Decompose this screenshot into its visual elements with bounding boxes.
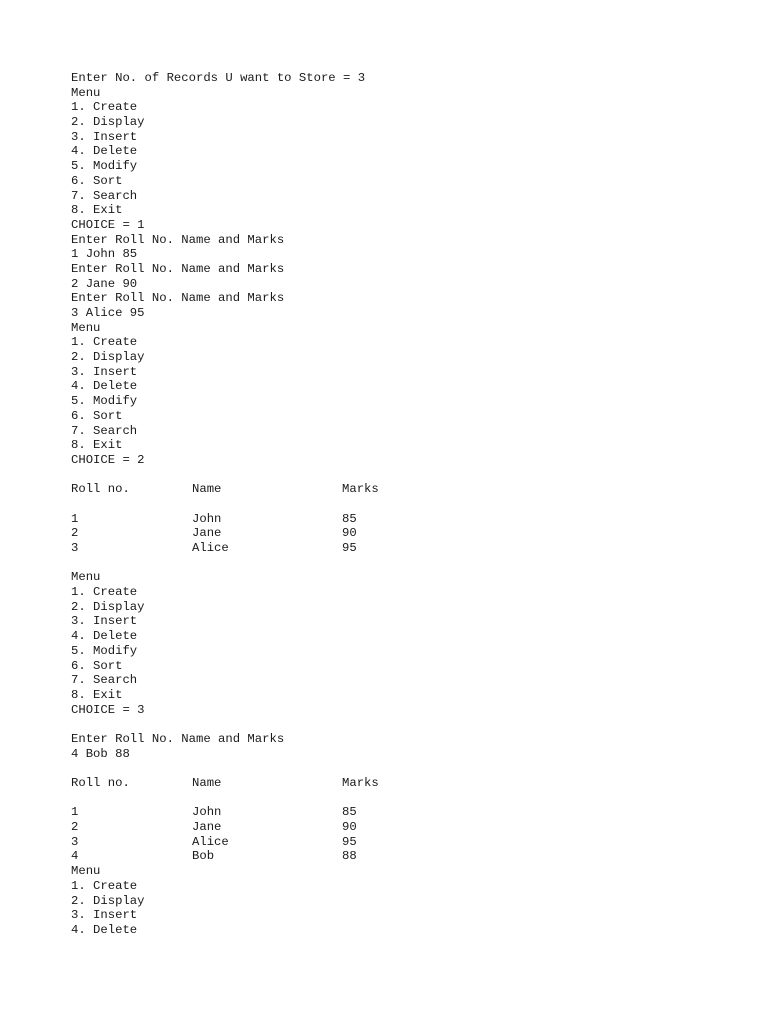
table-cell: Jane: [192, 526, 222, 541]
table-cell: Alice: [192, 541, 229, 555]
console-line: Menu: [71, 570, 101, 585]
table-header-cell: Name: [192, 776, 222, 790]
console-line: CHOICE = 3: [71, 702, 145, 717]
table-header-cell: Roll no.: [71, 482, 130, 497]
table-cell: 1: [71, 511, 79, 526]
console-line: Enter Roll No. Name and Marks: [71, 291, 285, 306]
table-row: [71, 820, 731, 835]
table-cell: Jane: [192, 820, 222, 835]
blank-line: [71, 468, 731, 483]
console-line: 1. Create: [71, 100, 138, 115]
table-header-cell: Marks: [342, 482, 379, 497]
console-line: 4. Delete: [71, 144, 138, 159]
console-line: 5. Modify: [71, 394, 138, 409]
table-cell: 3: [71, 834, 79, 849]
console-line: 8. Exit: [71, 203, 123, 218]
console-line: 3. Insert: [71, 614, 138, 629]
console-line: 3. Insert: [71, 908, 138, 923]
console-line: 6. Sort: [71, 658, 123, 673]
table-cell: 1: [71, 805, 79, 820]
console-line: Menu: [71, 320, 101, 335]
table-header-cell: Marks: [342, 776, 379, 790]
table-header-row: [71, 482, 731, 497]
table-row: [71, 835, 731, 850]
table-cell: John: [192, 805, 222, 820]
table-cell: Alice: [192, 834, 229, 849]
console-line: 3. Insert: [71, 364, 138, 379]
table-cell: 95: [342, 541, 357, 555]
table-header-cell: Name: [192, 482, 222, 497]
console-line: 1 John 85: [71, 247, 138, 262]
table-cell: 3: [71, 541, 79, 555]
blank-line: [71, 556, 731, 571]
table-header-row: [71, 776, 731, 791]
table-row: [71, 512, 731, 527]
console-line: Menu: [71, 85, 101, 100]
table-cell: 90: [342, 526, 357, 541]
table-cell: 88: [342, 849, 357, 864]
console-line: 7. Search: [71, 673, 138, 688]
console-line: 4 Bob 88: [71, 746, 130, 761]
console-line: 2. Display: [71, 893, 145, 908]
table-cell: 85: [342, 511, 357, 526]
console-line: 6. Sort: [71, 173, 123, 188]
console-line: 2. Display: [71, 599, 145, 614]
table-cell: 4: [71, 849, 79, 864]
console-line: 6. Sort: [71, 408, 123, 423]
console-line: Menu: [71, 864, 101, 879]
console-line: 8. Exit: [71, 687, 123, 702]
console-line: Enter Roll No. Name and Marks: [71, 261, 285, 276]
blank-line: [71, 717, 731, 732]
console-line: 1. Create: [71, 878, 138, 893]
table-row: [71, 526, 731, 541]
console-line: Enter Roll No. Name and Marks: [71, 731, 285, 746]
console-line: 3 Alice 95: [71, 306, 145, 320]
table-cell: 95: [342, 834, 357, 849]
console-line: CHOICE = 2: [71, 452, 145, 467]
console-output: [71, 71, 731, 938]
table-row: [71, 541, 731, 556]
console-line: 3. Insert: [71, 129, 138, 144]
console-line: 5. Modify: [71, 643, 138, 658]
console-line: 8. Exit: [71, 438, 123, 453]
console-line: Enter No. of Records U want to Store = 3: [71, 71, 366, 85]
console-line: 4. Delete: [71, 922, 138, 937]
blank-line: [71, 497, 731, 512]
console-line: 1. Create: [71, 585, 138, 600]
table-row: [71, 849, 731, 864]
table-row: [71, 805, 731, 820]
table-cell: 2: [71, 820, 79, 835]
console-line: CHOICE = 1: [71, 217, 145, 232]
table-cell: Bob: [192, 849, 215, 864]
console-line: 2. Display: [71, 115, 145, 130]
console-line: 1. Create: [71, 335, 138, 350]
blank-line: [71, 761, 731, 776]
console-line: 7. Search: [71, 423, 138, 438]
table-cell: John: [192, 511, 222, 526]
table-cell: 90: [342, 820, 357, 835]
table-header-cell: Roll no.: [71, 776, 130, 790]
blank-line: [71, 791, 731, 806]
console-line: 7. Search: [71, 188, 138, 203]
console-line: 2. Display: [71, 350, 145, 365]
table-cell: 2: [71, 526, 79, 541]
table-cell: 85: [342, 805, 357, 820]
console-line: 5. Modify: [71, 159, 138, 174]
console-line: Enter Roll No. Name and Marks: [71, 232, 285, 247]
console-line: 4. Delete: [71, 379, 138, 394]
console-line: 4. Delete: [71, 629, 138, 644]
console-line: 2 Jane 90: [71, 276, 138, 291]
